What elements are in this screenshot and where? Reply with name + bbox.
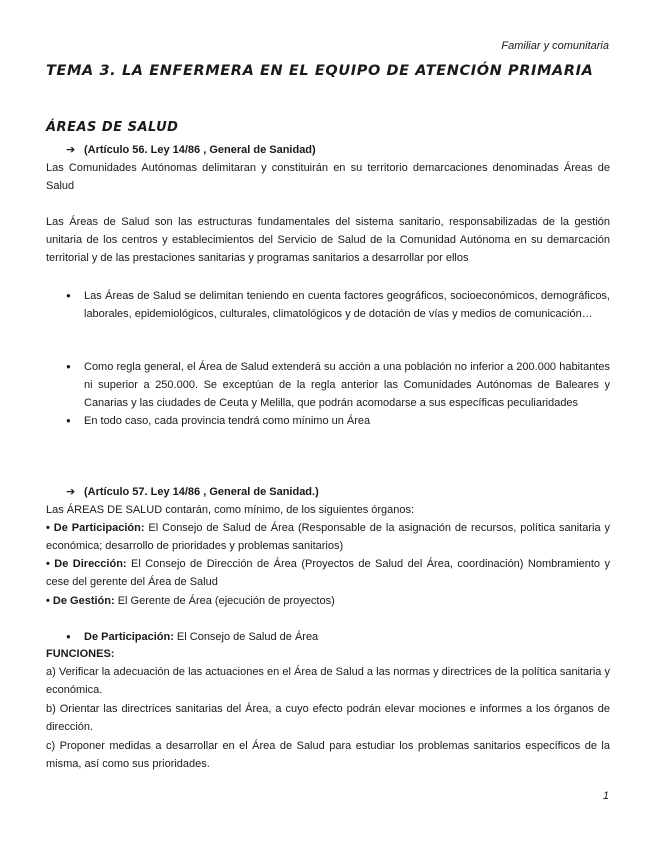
- organ-label: • De Gestión:: [46, 595, 115, 607]
- right-arrow-icon: ➔: [66, 486, 76, 498]
- organ-direction: [46, 555, 610, 591]
- article-57-reference-text: (Artículo 57. Ley 14/86 , General de Sanidad.): [84, 486, 319, 498]
- function-b: b) Orientar las directrices sanitarias del Área, a cuyo efecto podrán elevar mociones e informes a los órganos de dirección.: [46, 703, 610, 733]
- organ-label: • De Participación:: [46, 522, 145, 534]
- section-title: ÁREAS DE SALUD: [46, 120, 179, 135]
- article-56-reference-text: (Artículo 56. Ley 14/86 , General de Sanidad): [84, 144, 316, 156]
- article-56-paragraph-2: Las Áreas de Salud son las estructuras fundamentales del sistema sanitario, responsabilizadas de la gestión unitaria de los centros y establecimientos del Servicio de Salud de la Comunidad Autónoma en su demarcación territorial y de las prestaciones sanitarias y programas sanitarios a desarrollar por ellos: [46, 216, 610, 264]
- participation-text: El Consejo de Salud de Área: [173, 631, 319, 643]
- list-item: ● Como regla general, el Área de Salud extenderá su acción a una población no inferior a 200.000 habitantes ni superior a 250.000. Se exceptúan de la regla anterior las Comunidades Autónomas de Baleares y Canarias y las ciudades de Ceuta y Melilla, que podrán acomodarse a sus específicas peculiaridades: [66, 358, 610, 412]
- function-a: a) Verificar la adecuación de las actuaciones en el Área de Salud a las normas y directrices de la política sanitaria y económica.: [46, 666, 610, 696]
- article-57-reference: [66, 485, 319, 498]
- participation-bullet-list: [66, 628, 610, 646]
- list-item: ● Las Áreas de Salud se delimitan teniendo en cuenta factores geográficos, socioeconómicos, demográficos, laborales, epidemiológicos, culturales, climatológicos y de dotación de vías y medios de comunicación…: [66, 287, 610, 323]
- page-title: TEMA 3. LA ENFERMERA EN EL EQUIPO DE ATENCIÓN PRIMARIA: [46, 63, 594, 79]
- list-item: [66, 628, 610, 646]
- running-header: Familiar y comunitaria: [501, 40, 609, 52]
- organ-text: El Gerente de Área (ejecución de proyectos): [114, 595, 335, 607]
- delimitation-bullet-list: [66, 287, 610, 323]
- article-57-intro: Las ÁREAS DE SALUD contarán, como mínimo, de los siguientes órganos:: [46, 504, 415, 516]
- organ-management: [46, 592, 610, 610]
- page-number: 1: [602, 790, 609, 802]
- function-c: c) Proponer medidas a desarrollar en el Área de Salud para estudiar los problemas sanitarios específicos de la misma, así como sus prioridades.: [46, 740, 610, 770]
- article-56-reference: [66, 143, 316, 156]
- organ-text: El Consejo de Salud de Área (Responsable de la asignación de recursos, política sanitaria y económica; desarrollo de prioridades y problemas sanitarios): [46, 522, 610, 552]
- organ-label: • De Dirección:: [46, 558, 127, 570]
- functions-heading: FUNCIONES:: [46, 648, 115, 660]
- participation-label: De Participación:: [84, 631, 174, 643]
- article-56-paragraph-1: Las Comunidades Autónomas delimitaran y constituirán en su territorio demarcaciones denominadas Áreas de Salud: [46, 162, 610, 192]
- organ-participation: [46, 519, 610, 555]
- right-arrow-icon: ➔: [66, 144, 76, 156]
- population-bullet-list: [66, 358, 610, 430]
- list-item: ● En todo caso, cada provincia tendrá como mínimo un Área: [66, 412, 610, 430]
- organ-text: El Consejo de Dirección de Área (Proyectos de Salud del Área, coordinación) Nombramiento y cese del gerente del Área de Salud: [46, 558, 610, 588]
